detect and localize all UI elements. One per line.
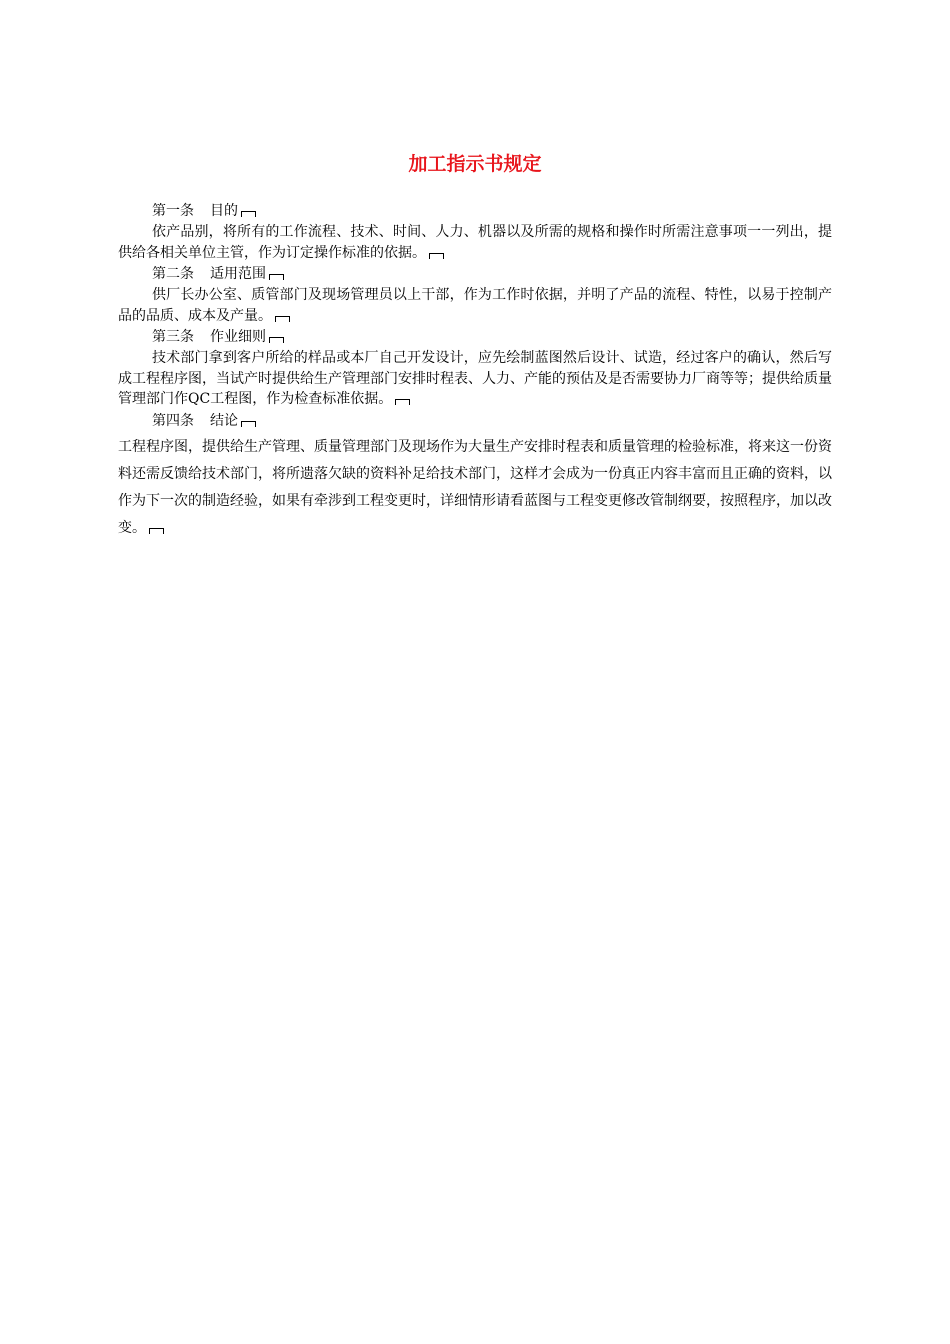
section-number: 第二条 [152,266,194,282]
document-title: 加工指示书规定 [408,153,542,175]
section-paragraph [118,285,832,326]
section-text: 依产品别，将所有的工作流程、技术、时间、人力、机器以及所需的规格和操作时所需注意事项一一列出，提供给各相关单位主管，作为订定操作标准的依据。 [118,224,832,261]
paragraph-mark-icon [269,337,284,343]
section-paragraph [118,348,832,410]
paragraph-mark-icon [241,421,256,427]
paragraph-mark-icon [269,274,284,280]
section-number: 第四条 [152,412,194,429]
paragraph-mark-icon [149,528,164,534]
section-title: 结论 [210,412,238,429]
paragraph-mark-icon [275,316,290,322]
section-heading [118,263,832,285]
paragraph-mark-icon [429,253,444,259]
section-title: 目的 [210,203,238,219]
section-number: 第一条 [152,203,194,219]
document-body [118,200,832,542]
section-heading [118,326,832,348]
section-title: 适用范围 [210,266,266,282]
section-text: 工程程序图，提供给生产管理、质量管理部门及现场作为大量生产安排时程表和质量管理的检验标准，将来这一份资料还需反馈给技术部门，将所遗落欠缺的资料补足给技术部门，这样才会成为一份真正内容丰富而且正确的资料，以作为下一次的制造经验，如果有牵涉到工程变更时，详细情形请看蓝图与工程变更修改管制纲要，按照程序，加以改变。 [118,438,832,536]
section-heading [118,200,832,222]
section-heading [118,410,832,432]
section-text: 供厂长办公室、质管部门及现场管理员以上干部，作为工作时依据，并明了产品的流程、特性，以易于控制产品的品质、成本及产量。 [118,287,832,324]
section-text: 技术部门拿到客户所给的样品或本厂自己开发设计，应先绘制蓝图然后设计、试造，经过客户的确认，然后写成工程程序图，当试产时提供给生产管理部门安排时程表、人力、产能的预估及是否需要协力厂商等等；提供给质量管理部门作QC工程图，作为检查标准依据。 [118,350,832,407]
section-paragraph [118,222,832,263]
paragraph-mark-icon [241,211,256,217]
section-title: 作业细则 [210,329,266,345]
section-number: 第三条 [152,329,194,345]
paragraph-mark-icon [395,399,410,405]
section-paragraph [118,434,832,542]
